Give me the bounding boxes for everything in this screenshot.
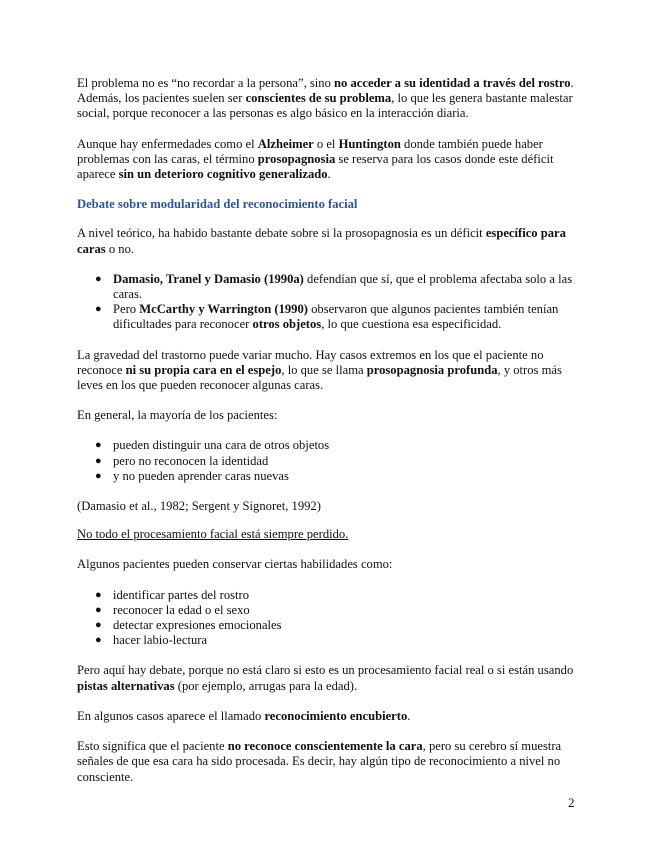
bullet-icon: ● — [95, 588, 102, 601]
bullet-icon: ● — [95, 634, 102, 647]
text-run: . — [407, 708, 411, 723]
bullet-icon: ● — [95, 619, 102, 632]
text-run: y no pueden aprender caras nuevas — [113, 468, 289, 483]
bold-run: pistas alternativas — [77, 678, 175, 693]
authors-list — [77, 272, 579, 333]
bold-run: Alzheimer — [257, 136, 314, 151]
paragraph-identity — [77, 76, 579, 122]
text-run: Esto significa que el paciente — [77, 739, 228, 754]
text-run: se reserva para los casos donde este déficit aparece — [77, 151, 554, 182]
list-item — [77, 618, 579, 633]
paragraph-severity — [77, 348, 579, 394]
text-run: defendían que sí, que el problema afectaba solo a las caras. — [113, 271, 573, 302]
text-run: o no. — [105, 241, 135, 256]
text-run: reconocer la edad o el sexo — [113, 602, 250, 617]
paragraph-debate — [77, 663, 579, 693]
list-item — [77, 302, 579, 332]
bullet-icon: ● — [95, 272, 102, 285]
bold-run: Damasio, Tranel y Damasio (1990a) — [113, 271, 304, 286]
text-run: o el — [313, 136, 339, 151]
bold-run: prosopagnosia profunda — [366, 362, 498, 377]
text-run: , y otros más leves en los que pueden reconocer algunas caras. — [77, 362, 562, 393]
paragraph-general: En general, la mayoría de los pacientes: — [77, 408, 278, 423]
patients-list — [77, 438, 579, 484]
section-heading: Debate sobre modularidad del reconocimiento facial — [77, 197, 358, 212]
list-item — [77, 438, 579, 453]
text-run: En algunos casos aparece el llamado — [77, 708, 265, 723]
paragraph-covert — [77, 709, 579, 724]
text-run: observaron que algunos pacientes también tenían dificultades para reconocer — [113, 302, 559, 332]
bullet-icon: ● — [95, 303, 102, 316]
bullet-icon: ● — [95, 454, 102, 467]
paragraph-meaning — [77, 739, 579, 785]
text-run: El problema no es “no recordar a la persona”, sino — [77, 76, 335, 90]
bullet-icon: ● — [95, 603, 102, 616]
text-run: . — [327, 167, 331, 182]
text-run: Aunque hay enfermedades como el — [77, 136, 258, 151]
list-item — [77, 603, 579, 618]
citation: (Damasio et al., 1982; Sergent y Signoret, 1992) — [77, 499, 321, 514]
bullet-icon: ● — [95, 469, 102, 482]
bold-run: ni su propia cara en el espejo — [125, 362, 282, 377]
text-run: La gravedad del trastorno puede variar mucho. Hay casos extremos en los que el paciente no reconoce — [77, 347, 544, 377]
text-run: , pero su cerebro sí muestra señales de que esa cara ha sido procesada. Es decir, hay algún tipo de reconocimiento a nivel no consciente. — [77, 739, 562, 784]
paragraph-abilities: Algunos pacientes pueden conservar ciertas habilidades como: — [77, 557, 393, 572]
bold-run: Huntington — [338, 136, 401, 151]
text-run: , lo que les genera bastante malestar social, porque reconocer a las personas es algo básico en la interacción diaria. — [77, 91, 573, 121]
page-content — [77, 76, 579, 800]
list-item — [77, 454, 579, 469]
list-item — [77, 633, 579, 648]
bold-run: prosopagnosia — [257, 151, 336, 166]
bold-run: sin un deterioro cognitivo generalizado — [118, 167, 328, 182]
text-run: . Además, los pacientes suelen ser — [77, 76, 574, 106]
text-run: Pero — [113, 302, 140, 317]
bold-run: McCarthy y Warrington (1990) — [139, 302, 308, 317]
text-run: (por ejemplo, arrugas para la edad). — [174, 678, 358, 693]
bold-run: no reconoce conscientemente la cara — [227, 739, 423, 754]
text-run: detectar expresiones emocionales — [113, 618, 282, 633]
underlined-statement: No todo el procesamiento facial está siempre perdido. — [77, 527, 349, 542]
text-run: identificar partes del rostro — [113, 587, 250, 602]
bold-run: otros objetos — [252, 317, 322, 332]
list-item — [77, 588, 579, 603]
text-run: , lo que cuestiona esa especificidad. — [321, 317, 502, 332]
list-item — [77, 272, 579, 302]
abilities-list — [77, 588, 579, 649]
list-item — [77, 469, 579, 484]
text-run: , lo que se llama — [281, 362, 367, 377]
text-run: Pero aquí hay debate, porque no está claro si esto es un procesamiento facial real o si están usando — [77, 663, 574, 678]
text-run: A nivel teórico, ha habido bastante debate sobre si la prosopagnosia es un déficit — [77, 226, 486, 241]
paragraph-theory — [77, 226, 579, 256]
paragraph-diseases — [77, 137, 579, 183]
text-run: pueden distinguir una cara de otros objetos — [113, 438, 330, 453]
text-run: pero no reconocen la identidad — [113, 453, 269, 468]
text-run: donde también puede haber problemas con las caras, el término — [77, 136, 543, 166]
bold-run: no acceder a su identidad a través del rostro — [334, 76, 571, 90]
bold-run: conscientes de su problema — [245, 91, 392, 106]
bullet-icon: ● — [95, 439, 102, 452]
page-number: 2 — [568, 795, 575, 810]
bold-run: específico para caras — [77, 226, 566, 256]
text-run: hacer labio-lectura — [113, 633, 208, 648]
bold-run: reconocimiento encubierto — [264, 708, 408, 723]
